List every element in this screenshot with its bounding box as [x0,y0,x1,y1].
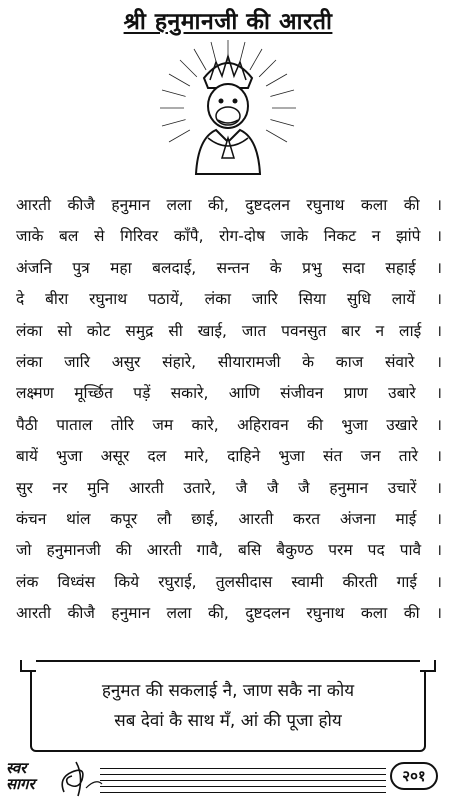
page-footer [0,756,456,800]
verse-line: जो हनुमानजी की आरती गावै, बसि बैकुण्ठ परम पद पावै । [16,541,442,560]
staff-line [100,780,386,781]
page-title: श्री हनुमानजी की आरती [123,9,333,35]
verse-line: लंका सो कोट समुद्र सी खाई, जात पवनसुत बार न लाई । [16,321,442,340]
doha-box [30,660,426,752]
verse-line: दे बीरा रघुनाथ पठायें, लंका जारि सिया सुधि लायें । [16,290,442,309]
verse-line: पैठी पाताल तोरि जम कारे, अहिरावन की भुजा उखारे । [16,415,442,434]
verse-line: आरती कीजै हनुमान लला की, दुष्टदलन रघुनाथ कला की । [16,604,442,623]
verse-line: कंचन थांल कपूर लौ छाई, आरती करत अंजना माई । [16,509,442,528]
verse-line: आरती कीजै हनुमान लला की, दुष्टदलन रघुनाथ कला की । [16,196,442,214]
verse-line: लंका जारि असुर संहारे, सीयारामजी के काज संवारे । [16,352,442,371]
staff-line [100,792,386,793]
doha-line-2: सब देवां कै साथ मँ, आं की पूजा होय [114,711,342,731]
brand-line-1: स्वर [6,759,27,777]
verse-line: सुर नर मुनि आरती उतारे, जै जै जै हनुमान उचारें । [16,478,442,497]
brand-logo [6,760,35,792]
verse-line: लक्ष्मण मूर्च्छित पड़ें सकारे, आणि संजीवन प्राण उबारे । [16,384,442,403]
page-number: २०१ [390,762,438,790]
staff-line [100,774,386,775]
hanuman-portrait-icon [158,38,298,178]
verse-line: जाके बल से गिरिवर काँपै, रोग-दोष जाके निकट न झांपे । [16,227,442,246]
box-corner-tab [420,660,436,672]
verse-line: अंजनि पुत्र महा बलदाई, सन्तन के प्रभु सदा सहाई । [16,258,442,277]
doha-line-1: हनुमत की सकलाई नै, जाण सकै ना कोय [101,681,355,701]
treble-clef-icon [56,758,104,798]
box-corner-tab [20,660,36,672]
aarti-verses [16,190,442,629]
verse-line: बायें भुजा असूर दल मारे, दाहिने भुजा संत जन तारे । [16,447,442,466]
brand-line-2: सागर [6,775,35,793]
verse-line: लंक विध्वंस किये रघुराई, तुलसीदास स्वामी कीरती गाई । [16,572,442,591]
staff-line [100,768,386,769]
staff-line [100,786,386,787]
